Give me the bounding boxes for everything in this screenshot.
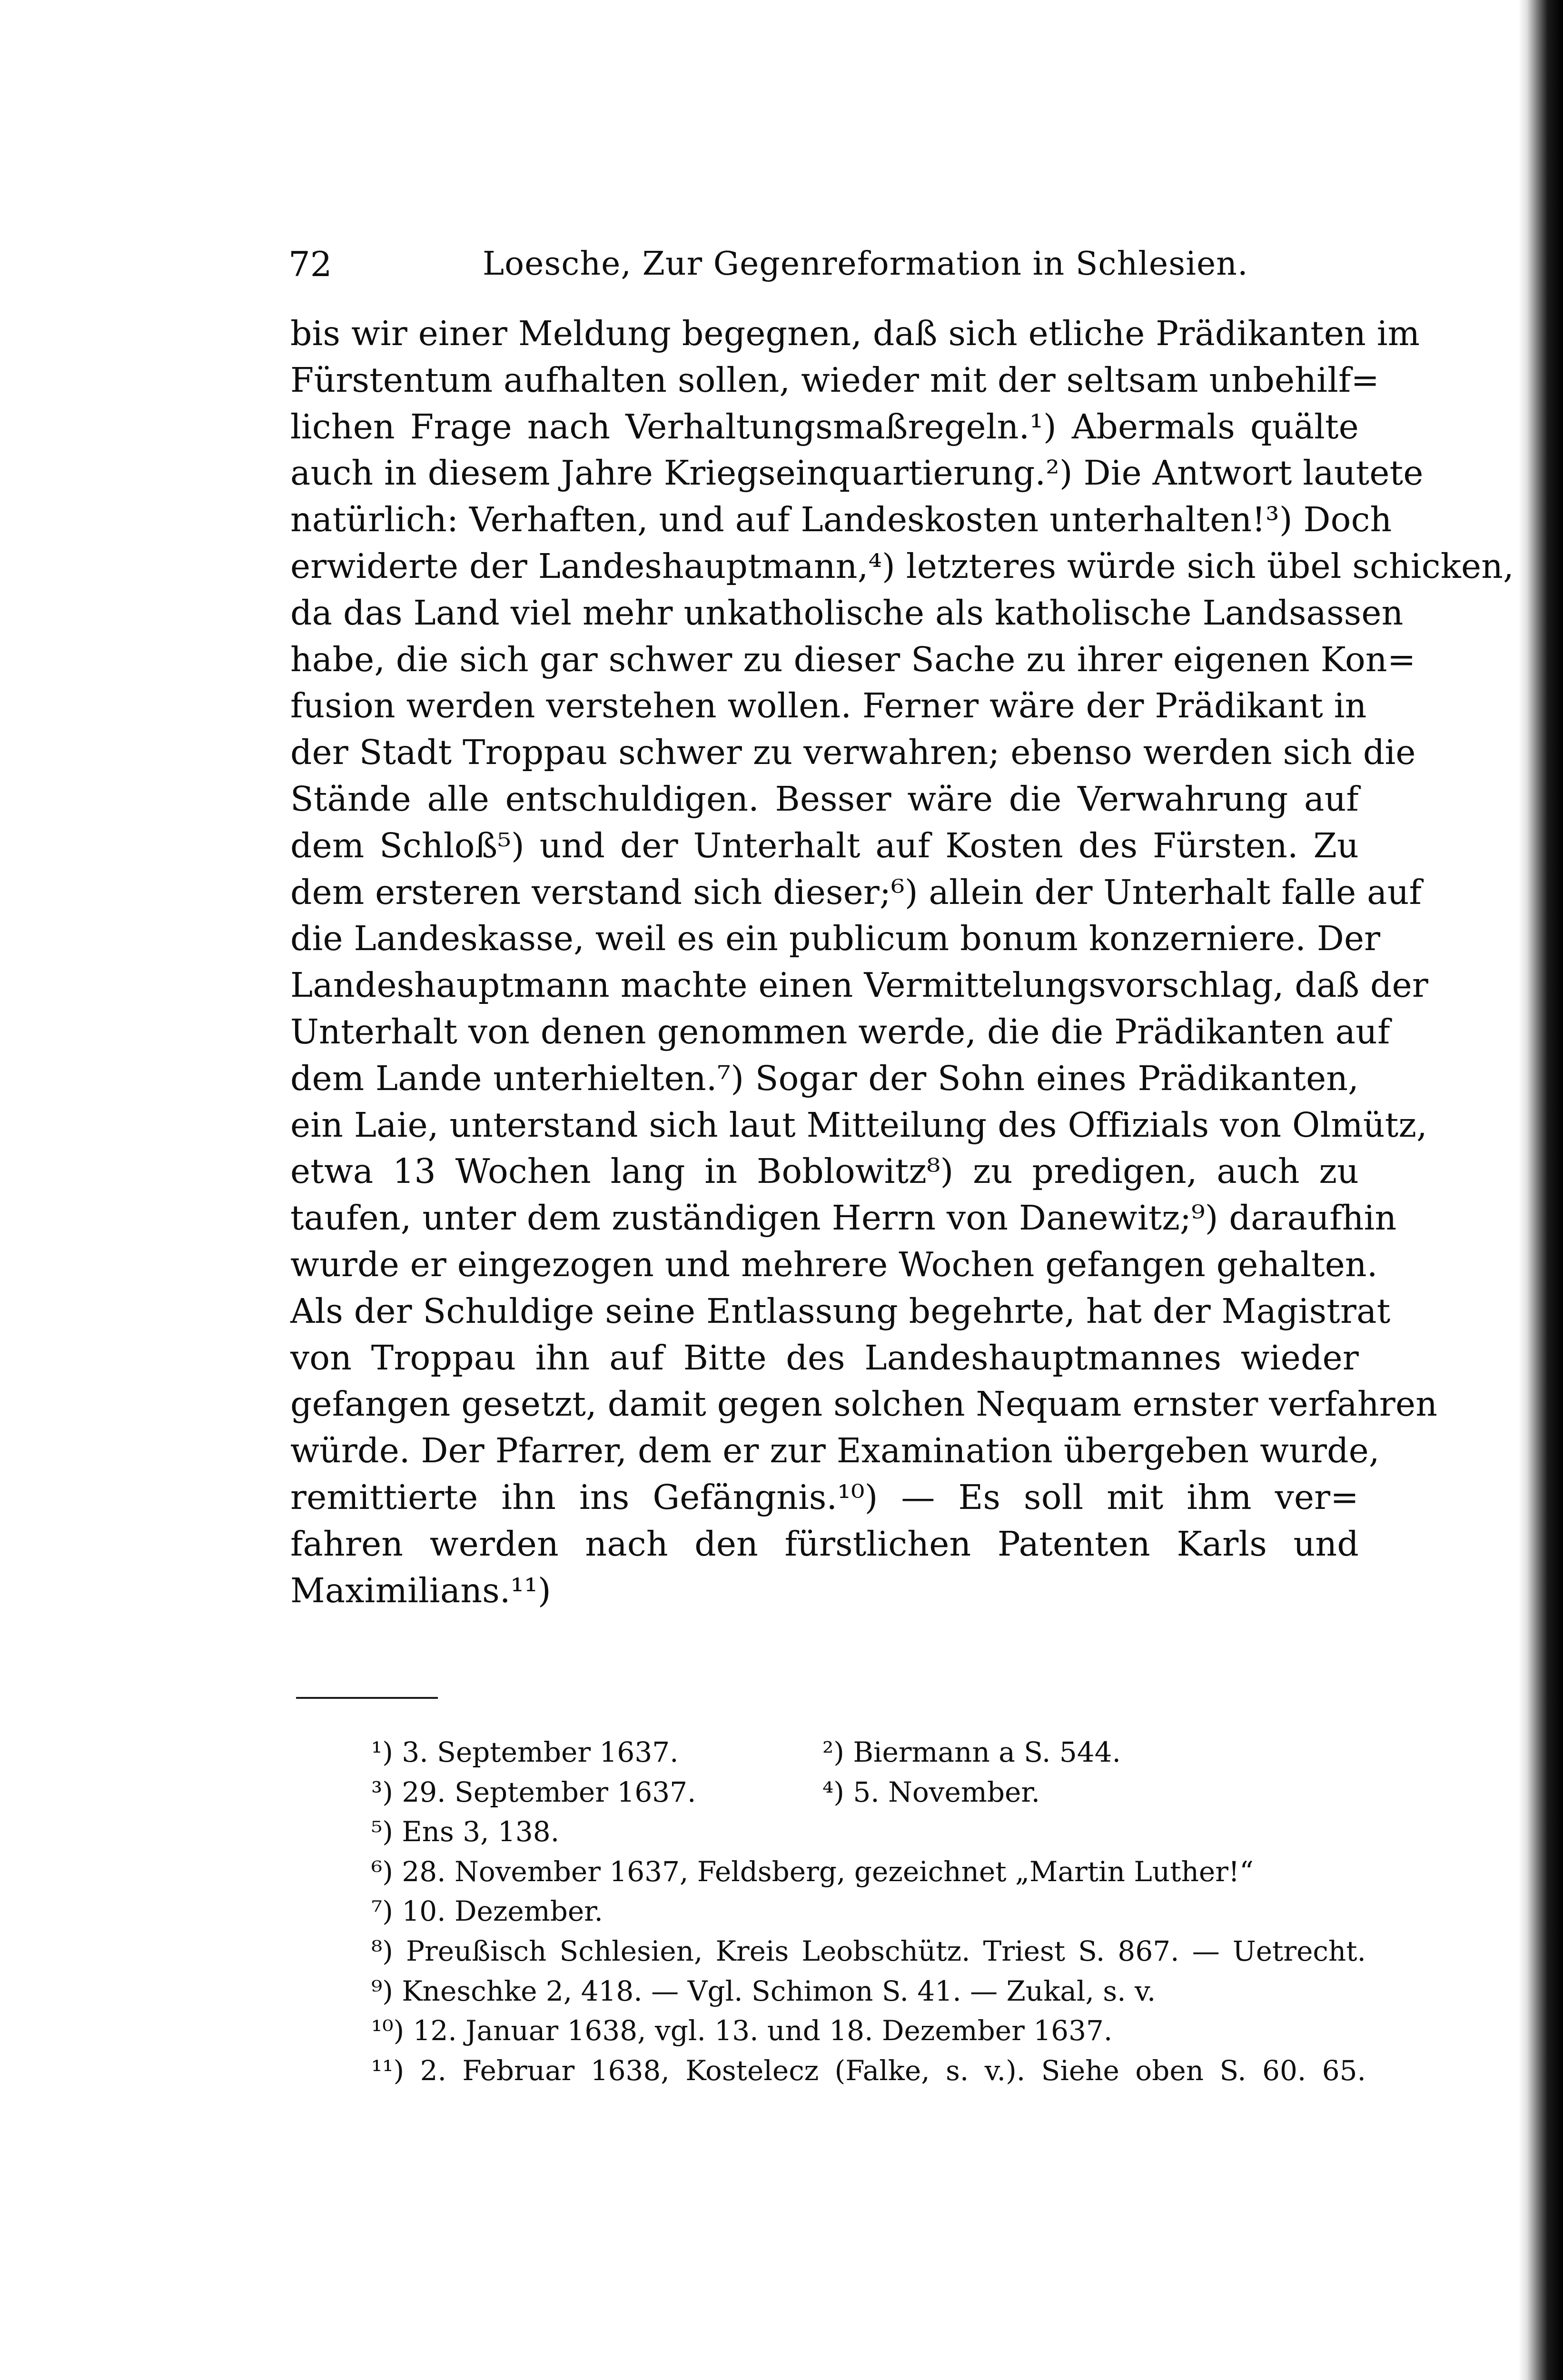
footnote-3: ³) 29. September 1637. <box>371 1775 696 1808</box>
text-line: dem Lande unterhielten.⁷) Sogar der Sohn eines Prädikanten, <box>290 1058 1359 1098</box>
running-title: Loesche, Zur Gegenreformation in Schlesien. <box>483 245 1248 283</box>
page-binding-edge <box>1518 0 1563 2380</box>
text-line: von Troppau ihn auf Bitte des Landeshauptmannes wieder <box>290 1338 1359 1378</box>
text-line: dem Schloß⁵) und der Unterhalt auf Kosten des Fürsten. Zu <box>290 825 1359 865</box>
text-line: würde. Der Pfarrer, dem er zur Examination übergeben wurde, <box>290 1431 1380 1471</box>
text-line: Unterhalt von denen genommen werde, die die Prädikanten auf <box>290 1012 1390 1051</box>
text-line: Stände alle entschuldigen. Besser wäre die Verwahrung auf <box>290 779 1359 819</box>
main-text <box>290 310 1514 1614</box>
page-number: 72 <box>288 244 332 284</box>
footnote-4: ⁴) 5. November. <box>822 1775 1040 1808</box>
footnote-separator <box>296 1697 438 1699</box>
text-line: Maximilians.¹¹) <box>290 1570 551 1610</box>
text-line: dem ersteren verstand sich dieser;⁶) allein der Unterhalt falle auf <box>290 872 1422 912</box>
footnote-5: ⁵) Ens 3, 138. <box>371 1815 560 1848</box>
text-line: etwa 13 Wochen lang in Boblowitz⁸) zu predigen, auch zu <box>290 1151 1359 1191</box>
text-line: wurde er eingezogen und mehrere Wochen gefangen gehalten. <box>290 1244 1378 1284</box>
text-line: Fürstentum aufhalten sollen, wieder mit der seltsam unbehilf= <box>290 360 1380 400</box>
footnote-1: ¹) 3. September 1637. <box>371 1736 679 1768</box>
footnote-8: ⁸) Preußisch Schlesien, Kreis Leobschütz. Triest S. 867. — Uetrecht. <box>371 1934 1366 1967</box>
footnote-2: ²) Biermann a S. 544. <box>822 1736 1121 1768</box>
text-line: auch in diesem Jahre Kriegseinquartierung.²) Die Antwort lautete <box>290 453 1424 493</box>
text-line: habe, die sich gar schwer zu dieser Sache zu ihrer eigenen Kon= <box>290 639 1416 679</box>
text-line: remittierte ihn ins Gefängnis.¹⁰) — Es soll mit ihm ver= <box>290 1477 1359 1517</box>
text-line: erwiderte der Landeshauptmann,⁴) letzteres würde sich übel schicken, <box>290 546 1514 586</box>
text-line: lichen Frage nach Verhaltungsmaßregeln.¹) Abermals quälte <box>290 407 1359 446</box>
text-line: fusion werden verstehen wollen. Ferner wäre der Prädikant in <box>290 686 1367 726</box>
text-line: da das Land viel mehr unkatholische als katholische Landsassen <box>290 593 1404 633</box>
text-line: Landeshauptmann machte einen Vermittelungsvorschlag, daß der <box>290 965 1428 1005</box>
footnote-9: ⁹) Kneschke 2, 418. — Vgl. Schimon S. 41. — Zukal, s. v. <box>371 1974 1156 2007</box>
text-line: bis wir einer Meldung begegnen, daß sich etliche Prädikanten im <box>290 314 1420 353</box>
running-head <box>288 238 1369 290</box>
footnote-6: ⁶) 28. November 1637, Feldsberg, gezeichnet „Martin Luther!“ <box>371 1855 1254 1888</box>
text-line: der Stadt Troppau schwer zu verwahren; ebenso werden sich die <box>290 733 1416 773</box>
footnote-row <box>371 1733 1366 1773</box>
footnote-10: ¹⁰) 12. Januar 1638, vgl. 13. und 18. Dezember 1637. <box>371 2014 1113 2047</box>
text-line: Als der Schuldige seine Entlassung begehrte, hat der Magistrat <box>290 1291 1391 1331</box>
text-line: natürlich: Verhaften, und auf Landeskosten unterhalten!³) Doch <box>290 500 1392 540</box>
text-line: ein Laie, unterstand sich laut Mitteilung des Offizials von Olmütz, <box>290 1105 1427 1145</box>
text-line: taufen, unter dem zuständigen Herrn von Danewitz;⁹) daraufhin <box>290 1198 1397 1238</box>
footnote-7: ⁷) 10. Dezember. <box>371 1895 603 1928</box>
footnote-11: ¹¹) 2. Februar 1638, Kostelecz (Falke, s. v.). Siehe oben S. 60. 65. <box>371 2054 1366 2087</box>
text-line: gefangen gesetzt, damit gegen solchen Nequam ernster verfahren <box>290 1384 1438 1424</box>
text-line: fahren werden nach den fürstlichen Patenten Karls und <box>290 1524 1359 1564</box>
footnote-row <box>371 1773 1366 1813</box>
footnotes <box>371 1733 1366 2091</box>
text-line: die Landeskasse, weil es ein publicum bonum konzerniere. Der <box>290 919 1381 959</box>
